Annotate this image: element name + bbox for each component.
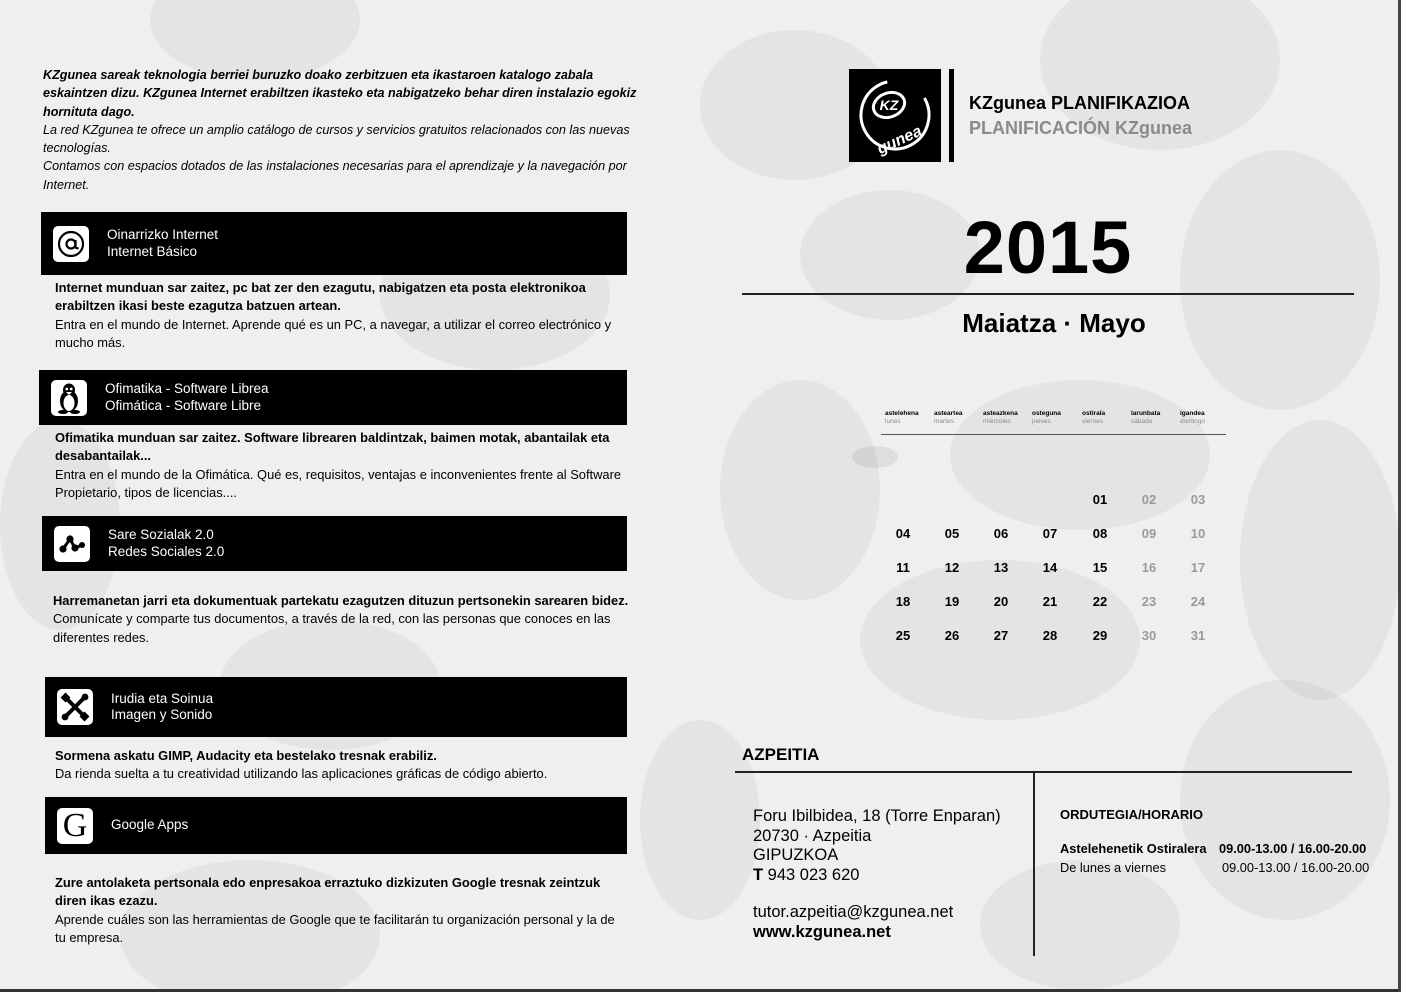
weekday-es: viernes bbox=[1082, 417, 1103, 425]
calendar-day: 05 bbox=[944, 526, 960, 541]
address-line: Foru Ibilbidea, 18 (Torre Enparan) bbox=[753, 807, 1001, 825]
weekday-label bbox=[1131, 410, 1177, 425]
kzgunea-logo bbox=[849, 69, 941, 162]
hours-days-eu: Astelehenetik Ostiralera bbox=[1060, 841, 1207, 856]
course-desc-eu: Zure antolaketa pertsonala edo enpresakoa erraztuko dizkizuten Google tresnak zeintzuk diren ikas ezazu. bbox=[55, 875, 601, 909]
calendar-day: 18 bbox=[895, 594, 911, 609]
divider bbox=[881, 434, 1226, 435]
course-desc-internet bbox=[55, 279, 635, 352]
weekday-es: miércoles bbox=[983, 417, 1011, 425]
address-line: GIPUZKOA bbox=[753, 846, 839, 864]
weekday-eu: asteazkena bbox=[983, 410, 1018, 417]
course-header-ofimatika bbox=[39, 370, 627, 425]
weekday-eu: astelehena bbox=[885, 410, 919, 417]
brand-title-eu: KZgunea PLANIFIKAZIOA bbox=[969, 93, 1190, 113]
hours-title: ORDUTEGIA/HORARIO bbox=[1060, 807, 1203, 822]
intro-eu: KZgunea sareak teknologia berriei buruzko doako zerbitzuen eta ikastaroen katalogo zabala eskaintzen dizu. KZgunea Internet erabiltzen ikasteko eta nabigatzeko behar diren instalazio egokiz hornituta dago. bbox=[43, 68, 637, 119]
town-name: AZPEITIA bbox=[742, 745, 820, 764]
course-desc-es: Comunícate y comparte tus documentos, a través de la red, con las personas que conoces en las diferentes redes. bbox=[53, 611, 611, 645]
course-desc-es: Aprende cuáles son las herramientas de Google que te facilitarán tu organización personal y la de tu empresa. bbox=[55, 911, 615, 945]
calendar-day: 04 bbox=[895, 526, 911, 541]
course-title-eu: Sare Sozialak 2.0 bbox=[108, 527, 214, 542]
calendar-day: 22 bbox=[1092, 594, 1108, 609]
calendar-day: 28 bbox=[1042, 628, 1058, 643]
phone bbox=[753, 866, 1001, 886]
weekday-eu: osteguna bbox=[1032, 410, 1061, 417]
calendar-day: 29 bbox=[1092, 628, 1108, 643]
calendar-day: 06 bbox=[993, 526, 1009, 541]
weekday-eu: asteartea bbox=[934, 410, 963, 417]
weekday-label bbox=[885, 410, 931, 425]
hours-days-es: De lunes a viernes bbox=[1060, 860, 1166, 875]
calendar-day: 10 bbox=[1190, 526, 1206, 541]
calendar-day: 16 bbox=[1141, 560, 1157, 575]
at-sign-icon bbox=[53, 226, 89, 262]
weekday-es: lunes bbox=[885, 417, 901, 425]
course-desc-es: Entra en el mundo de la Ofimática. Qué es, requisitos, ventajas e inconvenientes frente al Software Propietario, tipos de licencias.... bbox=[55, 466, 622, 500]
calendar-day: 19 bbox=[944, 594, 960, 609]
intro-es-2: Contamos con espacios dotados de las instalaciones necesarias para el aprendizaje y la navegación por Internet. bbox=[43, 159, 627, 192]
crossed-tools-icon bbox=[57, 689, 93, 725]
address-block bbox=[753, 807, 1001, 885]
logo-text-kz: KZ bbox=[879, 97, 899, 113]
weekday-es: jueves bbox=[1032, 417, 1051, 425]
weekday-es: sábado bbox=[1131, 417, 1153, 425]
weekday-label bbox=[983, 410, 1029, 425]
calendar-day: 25 bbox=[895, 628, 911, 643]
hours-time-es: 09.00-13.00 / 16.00-20.00 bbox=[1222, 860, 1370, 875]
calendar-day: 21 bbox=[1042, 594, 1058, 609]
calendar-day: 11 bbox=[896, 560, 910, 575]
divider bbox=[1033, 772, 1035, 956]
course-title-eu: Ofimatika - Software Librea bbox=[105, 381, 269, 396]
weekday-eu: igandea bbox=[1180, 410, 1205, 417]
course-desc-eu: Sormena askatu GIMP, Audacity eta bestelako tresnak erabiliz. bbox=[55, 748, 437, 763]
calendar-day: 23 bbox=[1141, 594, 1157, 609]
course-desc-ofimatika bbox=[55, 429, 635, 502]
course-title-es: Ofimática - Software Libre bbox=[105, 397, 262, 413]
logo-text-gunea: gunea bbox=[874, 122, 925, 159]
calendar-day: 07 bbox=[1042, 526, 1058, 541]
divider bbox=[735, 771, 1352, 773]
weekday-label bbox=[1082, 410, 1128, 425]
course-desc-sare-sozialak bbox=[53, 592, 635, 647]
address-line: 20730 · Azpeitia bbox=[753, 826, 872, 845]
intro-es-1: La red KZgunea te ofrece un amplio catálogo de cursos y servicios gratuitos relacionados con las nuevas tecnologías. bbox=[43, 122, 630, 156]
course-desc-irudia-soinua bbox=[55, 747, 635, 784]
course-title-eu: Google Apps bbox=[111, 817, 189, 833]
weekday-label bbox=[1032, 410, 1078, 425]
course-desc-es: Entra en el mundo de Internet. Aprende qué es un PC, a navegar, a utilizar el correo electrónico y mucho más. bbox=[55, 316, 612, 350]
weekday-es: martes bbox=[934, 417, 954, 425]
weekday-eu: larunbata bbox=[1131, 410, 1161, 417]
course-desc-eu: Harremanetan jarri eta dokumentuak partekatu ezagutzen dituzun pertsonekin sarearen bidez. bbox=[53, 593, 629, 608]
weekday-label bbox=[934, 410, 980, 425]
calendar-day: 02 bbox=[1141, 492, 1157, 507]
divider bbox=[742, 293, 1354, 295]
course-title-es: Internet Básico bbox=[107, 243, 198, 259]
brand-title-es: PLANIFICACIÓN KZgunea bbox=[969, 118, 1192, 138]
calendar-day: 03 bbox=[1190, 492, 1206, 507]
calendar-day: 12 bbox=[944, 560, 960, 575]
course-title-eu: Oinarrizko Internet bbox=[107, 227, 219, 242]
course-desc-google-apps bbox=[55, 874, 625, 947]
calendar-day: 31 bbox=[1190, 628, 1206, 643]
phone-number: 943 023 620 bbox=[763, 865, 860, 884]
calendar-day: 15 bbox=[1092, 560, 1108, 575]
calendar-day: 26 bbox=[944, 628, 960, 643]
calendar-day: 09 bbox=[1141, 526, 1157, 541]
course-desc-eu: Internet munduan sar zaitez, pc bat zer den ezagutu, nabigatzen eta posta elektronikoa erabiltzen ikasi beste ezagutza batzuen artean. bbox=[55, 280, 586, 314]
calendar-day: 17 bbox=[1190, 560, 1206, 575]
calendar-day: 14 bbox=[1042, 560, 1058, 575]
calendar-day: 30 bbox=[1141, 628, 1157, 643]
course-title-es: Redes Sociales 2.0 bbox=[108, 543, 225, 559]
course-header-sare-sozialak bbox=[42, 516, 627, 571]
calendar-year: 2015 bbox=[963, 206, 1133, 289]
weekday-eu: ostirala bbox=[1082, 410, 1106, 417]
penguin-icon bbox=[51, 380, 87, 416]
course-desc-es: Da rienda suelta a tu creatividad utilizando las aplicaciones gráficas de código abierto. bbox=[55, 766, 548, 782]
weekday-label bbox=[1180, 410, 1226, 425]
course-header-irudia-soinua bbox=[45, 677, 627, 737]
calendar-day: 20 bbox=[993, 594, 1009, 609]
phone-label: T bbox=[753, 865, 764, 884]
calendar-day: 27 bbox=[993, 628, 1009, 643]
calendar-day: 01 bbox=[1092, 492, 1108, 507]
intro-text bbox=[43, 66, 643, 194]
email-link[interactable]: tutor.azpeitia@kzgunea.net bbox=[753, 903, 954, 921]
course-title-eu: Irudia eta Soinua bbox=[111, 690, 214, 706]
course-header-internet bbox=[41, 212, 627, 275]
google-g-icon: G bbox=[57, 808, 93, 844]
hours-time-eu: 09.00-13.00 / 16.00-20.00 bbox=[1219, 841, 1367, 856]
contact-block bbox=[753, 903, 953, 942]
logo-divider bbox=[949, 69, 954, 162]
course-header-google-apps bbox=[45, 797, 627, 854]
calendar-month: Maiatza · Mayo bbox=[962, 308, 1146, 338]
weekday-es: domingo bbox=[1180, 417, 1205, 425]
course-title-es: Imagen y Sonido bbox=[111, 707, 213, 722]
calendar-day: 13 bbox=[993, 560, 1009, 575]
calendar-day: 24 bbox=[1190, 594, 1206, 609]
share-network-icon bbox=[54, 526, 90, 562]
website-link[interactable]: www.kzgunea.net bbox=[753, 922, 891, 941]
course-desc-eu: Ofimatika munduan sar zaitez. Software librearen baldintzak, baimen motak, abantailak eta desabantailak... bbox=[55, 430, 610, 464]
calendar-day: 08 bbox=[1092, 526, 1108, 541]
